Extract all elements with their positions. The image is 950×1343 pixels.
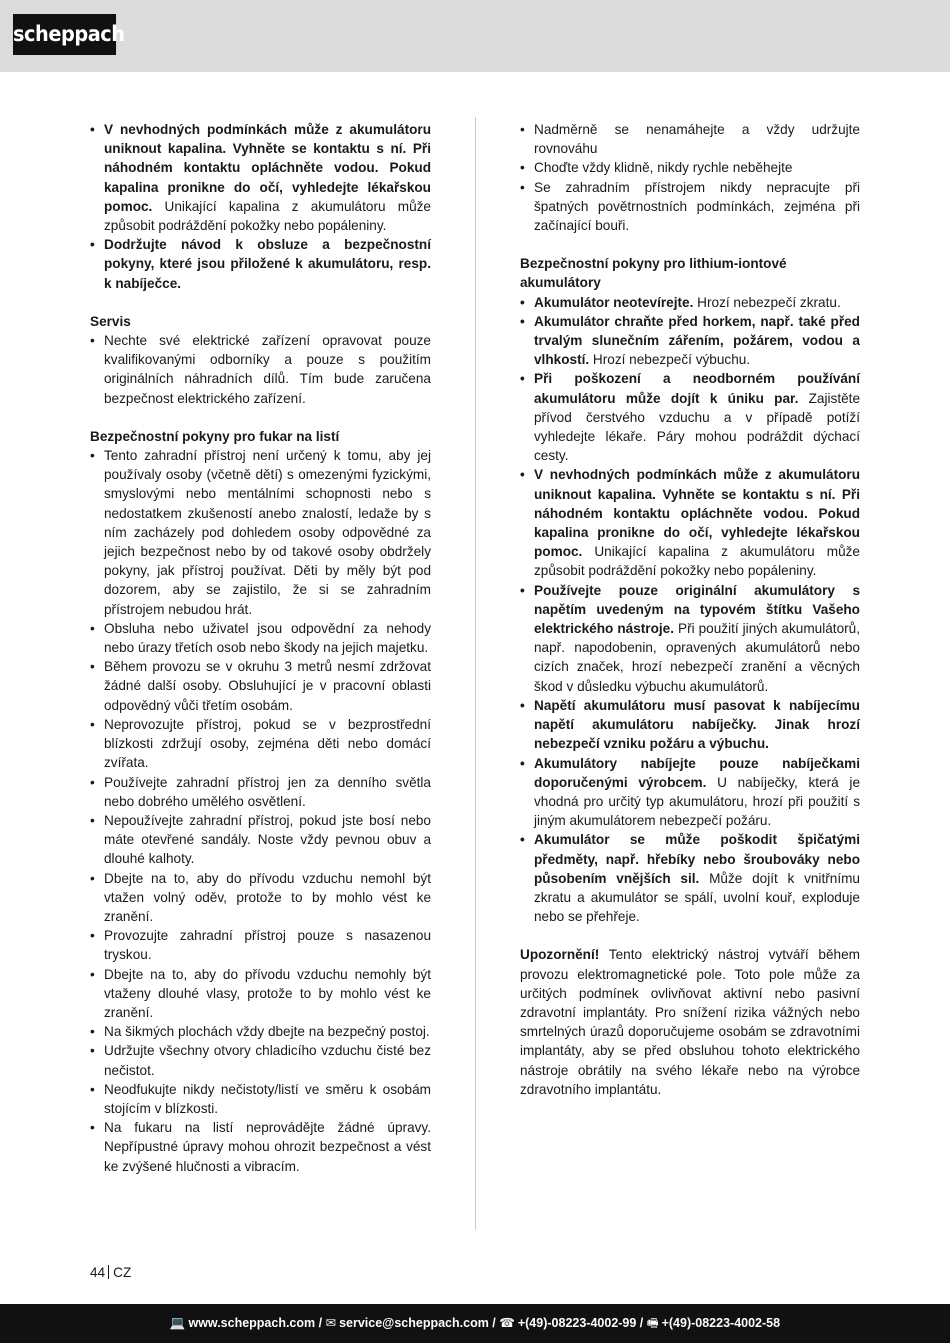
liion-list — [520, 293, 860, 927]
service-list — [90, 331, 431, 408]
bold-text: Používejte pouze originální akumulátory s napětím uvedeným na typovém štítku Vašeho elektrického nástroje. — [534, 582, 860, 637]
list-item: • Provozujte zahradní přístroj pouze s nasazenou tryskou. — [90, 926, 431, 964]
item-text: Unikající kapalina z akumulátoru může způsobit podráždění pokožky nebo popáleniny. — [534, 544, 860, 579]
fax-icon: 🖷 — [646, 1316, 659, 1330]
blower-heading: Bezpečnostní pokyny pro fukar na listí — [90, 428, 340, 444]
list-item: • Udržujte všechny otvory chladicího vzduchu čisté bez nečistot. — [90, 1041, 431, 1079]
list-item: • Tento zahradní přístroj není určený k tomu, aby jej používaly osoby (včetně dětí) s omezenými fyzickými, smyslovými nebo mentálními schopnosti nebo s nedostatkem zkušeností anebo znalostí, ledaže by s ním zacházely pod dohledem osoby odpovědné za jejich bezpečnost nebo by od takové osoby obdržely pokyny, jak přístroj používat. Děti by měly být pod dozorem, aby se zajistilo, že si se zahradním přístrojem nebudou hrát. — [90, 446, 431, 619]
list-item: • Neprovozujte přístroj, pokud se v bezprostřední blízkosti zdržují osoby, zejména děti nebo domácí zvířata. — [90, 715, 431, 773]
item-text: Může dojít k vnitřnímu zkratu a akumulátor se spálí, uvolní kouř, exploduje nebo se přehřeje. — [534, 870, 860, 925]
list-item — [520, 312, 860, 370]
list-item — [520, 369, 860, 465]
phone-icon: ☎ — [499, 1316, 515, 1330]
header-bar — [0, 0, 950, 72]
list-item: • Používejte zahradní přístroj jen za denního světla nebo dobrého umělého osvětlení. — [90, 773, 431, 811]
scheppach-logo: scheppach — [13, 14, 116, 55]
intro-list — [520, 120, 860, 235]
warning-text: Tento elektrický nástroj vytváří během provozu elektromagnetické pole. Toto pole může za určitých podmínek ovlivňovat aktivní nebo pasivní zdravotní implantáty. Pro snížení rizika vážných nebo smrtelných úrazů doporučujeme osobám se zdravotními implantáty, aby se před obsluhou tohoto elektrického nástroje obrátily na svého lékaře nebo na výrobce zdravotního implantátu. — [520, 947, 860, 1097]
item-text: Zajistěte přívod čerstvého vzduchu a v případě potíží vyhledejte lékaře. Páry mohou podráždit dýchací cesty. — [534, 390, 861, 464]
warning-label: Upozornění! — [520, 947, 600, 963]
item-text: Hrozí nebezpečí výbuchu. — [589, 352, 751, 368]
bold-text: V nevhodných podmínkách může z akumulátoru uniknout kapalina. Vyhněte se kontaktu s ní. Při náhodném kontaktu opláchněte vodou. Pokud kapalina pronikne do očí, vyhledejte lékařskou pomoc. — [104, 122, 431, 214]
list-item: • Dbejte na to, aby do přívodu vzduchu nemohl být vtažen volný oděv, protože to by mohlo vést ke zranění. — [90, 869, 431, 927]
right-column — [520, 120, 860, 1118]
bold-text: V nevhodných podmínkách může z akumulátoru uniknout kapalina. Vyhněte se kontaktu s ní. Při náhodném kontaktu opláchněte vodou. Pokud kapalina pronikne do očí, vyhledejte lékařskou pomoc. — [534, 467, 860, 560]
bold-text: Při poškození a neodborném používání akumulátoru může dojít k úniku par. — [534, 371, 860, 406]
item-text: Hrozí nebezpečí zkratu. — [693, 294, 841, 310]
bold-text: Akumulátor chraňte před horkem, např. také před trvalým slunečním zářením, požárem, vodou a vlhkostí. — [534, 313, 860, 368]
footer-fax: +(49)-08223-4002-58 — [661, 1316, 781, 1330]
left-column — [90, 120, 431, 1195]
list-item: • Se zahradním přístrojem nikdy nepracujte při špatných povětrnostních podmínkách, zejména při začínající bouři. — [520, 178, 860, 236]
item-text: U nabíječky, která je vhodná pro určitý typ akumulátoru, hrozí při použití s jiným akumulátorem nebezpečí požáru. — [534, 774, 861, 829]
list-item: • Dbejte na to, aby do přívodu vzduchu nemohly být vtaženy dlouhé vlasy, protože to by mohlo vést ke zranění. — [90, 965, 431, 1023]
list-item: • Neodfukujte nikdy nečistoty/listí ve směru k osobám stojícím v blízkosti. — [90, 1080, 431, 1118]
page-number-separator — [108, 1265, 109, 1279]
liion-heading: Bezpečnostní pokyny pro lithium-iontové akumulátory — [520, 256, 787, 291]
list-item: • Nechte své elektrické zařízení opravovat pouze kvalifikovanými odborníky a pouze s použitím originálních náhradních dílů. Tím bude zaručena bezpečnost elektrického zařízení. — [90, 331, 431, 408]
list-item: • Obsluha nebo uživatel jsou odpovědní za nehody nebo úrazy třetích osob nebo škody na jejich majetku. — [90, 619, 431, 657]
warning-section — [520, 945, 860, 1099]
page-language: CZ — [113, 1265, 132, 1280]
service-heading: Servis — [90, 313, 131, 329]
list-item — [520, 293, 860, 312]
list-item: • Nadměrně se nenamáhejte a vždy udržujte rovnováhu — [520, 120, 860, 158]
page-number — [90, 1265, 131, 1280]
footer-bar — [0, 1304, 950, 1343]
item-text: Při použití jiných akumulátorů, např. napodobenin, opravených akumulátorů nebo cizích značek, hrozí nebezpečí zranění a věcných škod v důsledku výbuchu akumulátorů. — [534, 621, 860, 694]
monitor-icon: 💻 — [169, 1316, 186, 1330]
mail-icon: ✉ — [325, 1316, 337, 1330]
list-item — [90, 235, 431, 293]
service-section — [90, 312, 431, 408]
warning-paragraph — [520, 945, 860, 1099]
bold-text: Napětí akumulátoru musí pasovat k nabíjecímu napětí akumulátoru nabíječky. Jinak hrozí nebezpečí vzniku požáru a výbuchu. — [534, 697, 860, 752]
liion-section — [520, 254, 860, 926]
page-number-value: 44 — [90, 1265, 106, 1280]
column-divider — [475, 117, 476, 1230]
general-tips-section — [520, 120, 860, 235]
footer-web: www.scheppach.com / — [188, 1316, 323, 1330]
list-item: • Choďte vždy klidně, nikdy rychle neběhejte — [520, 158, 860, 177]
list-item: • Nepoužívejte zahradní přístroj, pokud jste bosí nebo máte otevřené sandály. Noste vždy pevnou obuv a dlouhé kalhoty. — [90, 811, 431, 869]
intro-list — [90, 120, 431, 293]
list-item: • Na šikmých plochách vždy dbejte na bezpečný postoj. — [90, 1022, 431, 1041]
list-item — [90, 120, 431, 235]
list-item — [520, 696, 860, 754]
footer-email: service@scheppach.com / — [339, 1316, 496, 1330]
list-item: • Během provozu se v okruhu 3 metrů nesmí zdržovat žádné další osoby. Obsluhující je v pracovní oblasti odpovědný vůči třetím osobám. — [90, 657, 431, 715]
bold-text: Akumulátor neotevírejte. — [534, 294, 694, 310]
blower-section — [90, 427, 431, 1176]
list-item — [520, 581, 860, 696]
list-item: • Na fukaru na listí neprovádějte žádné úpravy. Nepřípustné úpravy mohou ohrozit bezpečnost a vést ke zvýšené hlučnosti a vibracím. — [90, 1118, 431, 1176]
bold-text: Akumulátor se může poškodit špičatými předměty, např. hřebíky nebo šroubováky nebo působením vnějších sil. — [534, 832, 860, 886]
list-item — [520, 465, 860, 580]
item-text: Unikající kapalina z akumulátoru může způsobit podráždění pokožky nebo popáleniny. — [104, 198, 431, 234]
list-item — [520, 754, 860, 831]
bold-text: Akumulátory nabíjejte pouze nabíječkami doporučenými výrobcem. — [534, 755, 860, 790]
bold-text: Dodržujte návod k obsluze a bezpečnostní pokyny, které jsou přiložené k akumulátoru, resp. k nabíječce. — [104, 237, 431, 291]
list-item — [520, 830, 860, 926]
blower-list — [90, 446, 431, 1176]
battery-leak-section — [90, 120, 431, 293]
footer-phone: +(49)-08223-4002-99 / — [517, 1316, 644, 1330]
